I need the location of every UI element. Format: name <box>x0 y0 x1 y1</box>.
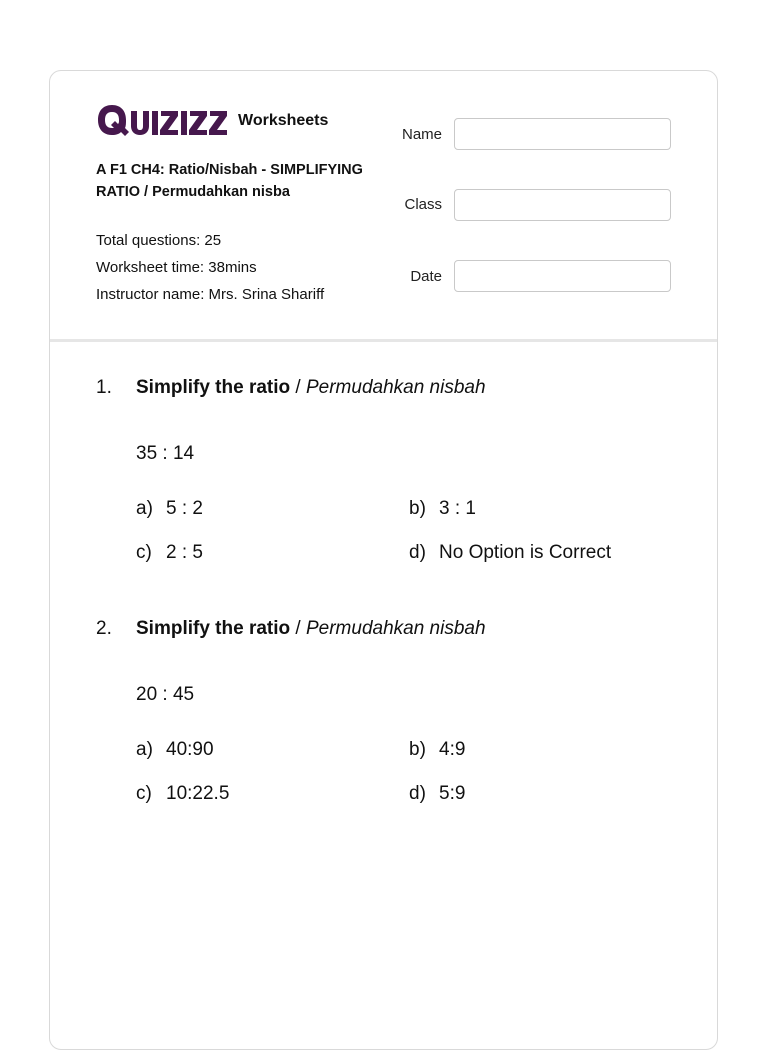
header-divider <box>50 339 717 342</box>
prompt-separator: / <box>290 618 306 639</box>
option-text: 4:9 <box>439 739 466 760</box>
question-number: 2. <box>96 618 112 639</box>
brand-subtitle: Worksheets <box>238 112 329 129</box>
brand-header <box>96 101 328 139</box>
option-a <box>136 739 214 761</box>
option-a <box>136 498 203 520</box>
prompt-bold: Simplify the ratio <box>136 377 291 398</box>
prompt-bold: Simplify the ratio <box>136 618 291 639</box>
option-c <box>136 783 229 805</box>
option-letter: a) <box>136 498 153 519</box>
worksheet-page <box>49 70 718 1050</box>
option-text: 2 : 5 <box>166 542 203 563</box>
question-expression: 20 : 45 <box>136 684 195 705</box>
worksheet-time: Worksheet time: 38mins <box>96 259 257 276</box>
question-expression: 35 : 14 <box>136 443 195 464</box>
name-field[interactable] <box>454 118 671 150</box>
worksheet-title: A F1 CH4: Ratio/Nisbah - SIMPLIFYING RATIO / Permudahkan nisba <box>96 162 363 200</box>
option-letter: b) <box>409 498 426 519</box>
option-letter: d) <box>409 783 426 804</box>
class-label: Class <box>404 196 442 213</box>
option-text: 3 : 1 <box>439 498 476 519</box>
prompt-italic: Permudahkan nisbah <box>305 377 486 398</box>
name-label: Name <box>401 126 442 143</box>
instructor-name: Instructor name: Mrs. Srina Shariff <box>96 286 325 303</box>
question-number: 1. <box>96 377 112 398</box>
option-letter: b) <box>409 739 426 760</box>
option-c <box>136 542 203 564</box>
option-d <box>409 783 465 805</box>
option-text: 40:90 <box>166 739 214 760</box>
option-letter: c) <box>136 783 152 804</box>
date-label: Date <box>410 268 442 285</box>
question-prompt <box>136 618 486 640</box>
prompt-italic: Permudahkan nisbah <box>305 618 486 639</box>
option-letter: a) <box>136 739 153 760</box>
option-b <box>409 739 465 761</box>
option-b <box>409 498 476 520</box>
date-field[interactable] <box>454 260 671 292</box>
question-prompt <box>136 377 486 399</box>
option-d <box>409 542 611 564</box>
option-text: 10:22.5 <box>166 783 230 804</box>
total-questions: Total questions: 25 <box>96 232 222 249</box>
option-letter: d) <box>409 542 426 563</box>
option-letter: c) <box>136 542 152 563</box>
option-text: 5 : 2 <box>166 498 203 519</box>
prompt-separator: / <box>290 377 306 398</box>
quizizz-logo <box>96 101 228 139</box>
option-text: No Option is Correct <box>439 542 612 563</box>
class-field[interactable] <box>454 189 671 221</box>
option-text: 5:9 <box>439 783 466 804</box>
